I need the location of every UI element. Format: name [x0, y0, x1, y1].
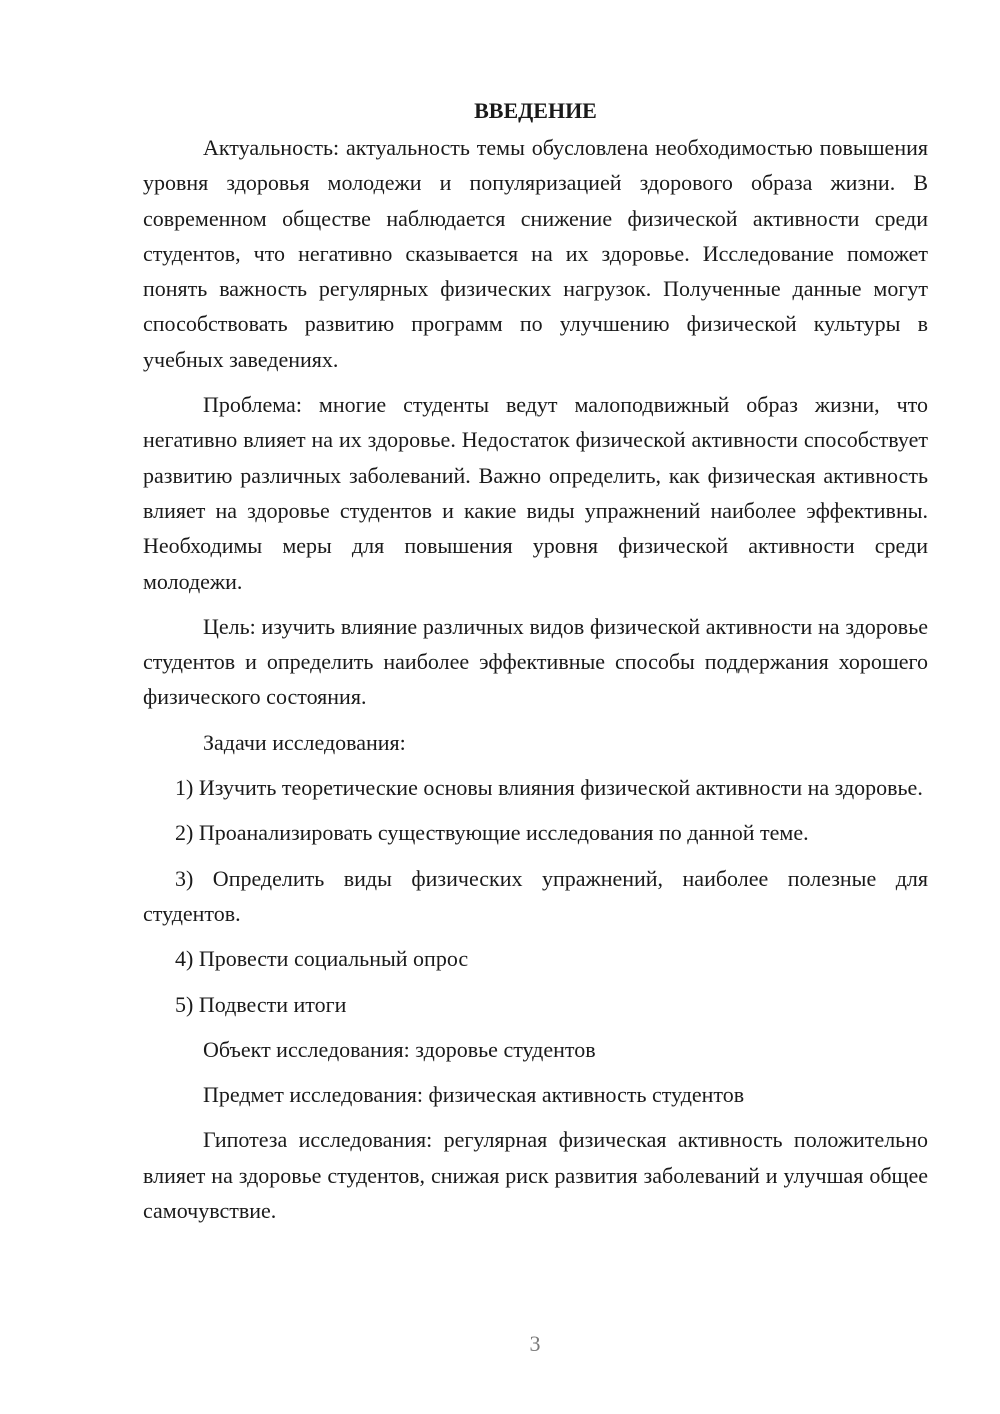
task-item-3: 3) Определить виды физических упражнений, наиболее полезные для студентов.	[143, 865, 928, 926]
object-paragraph: Объект исследования: здоровье студентов	[203, 1036, 596, 1062]
task-item-5: 5) Подвести итоги	[175, 991, 347, 1017]
problem-paragraph: Проблема: многие студенты ведут малоподвижный образ жизни, что негативно влияет на их здоровье. Недостаток физической активности способствует развитию различных заболеваний. Важно определить, как физическая активность влияет на здоровье студентов и какие виды упражнений наиболее эффективны. Необходимы меры для повышения уровня физической активности среди молодежи.	[143, 392, 928, 594]
relevance-paragraph: Актуальность: актуальность темы обусловлена необходимостью повышения уровня здоровья молодежи и популяризацией здорового образа жизни. В современном обществе наблюдается снижение физической активности среди студентов, что негативно сказывается на их здоровье. Исследование поможет понять важность регулярных физических нагрузок. Полученные данные могут способствовать развитию программ по улучшению физической культуры в учебных заведениях.	[143, 135, 928, 372]
hypothesis-paragraph: Гипотеза исследования: регулярная физическая активность положительно влияет на здоровье студентов, снижая риск развития заболеваний и улучшая общее самочувствие.	[143, 1127, 928, 1224]
task-item-2: 2) Проанализировать существующие исследования по данной теме.	[175, 820, 809, 846]
task-item-1: 1) Изучить теоретические основы влияния физической активности на здоровье.	[175, 775, 923, 801]
task-item-4: 4) Провести социальный опрос	[175, 946, 469, 972]
document-body	[143, 93, 928, 1238]
section-title: ВВЕДЕНИЕ	[474, 98, 597, 123]
goal-paragraph: Цель: изучить влияние различных видов физической активности на здоровье студентов и определить наиболее эффективные способы поддержания хорошего физического состояния.	[143, 613, 928, 710]
tasks-heading: Задачи исследования:	[203, 729, 406, 755]
page-number: 3	[529, 1331, 541, 1356]
subject-paragraph: Предмет исследования: физическая активность студентов	[203, 1082, 745, 1108]
